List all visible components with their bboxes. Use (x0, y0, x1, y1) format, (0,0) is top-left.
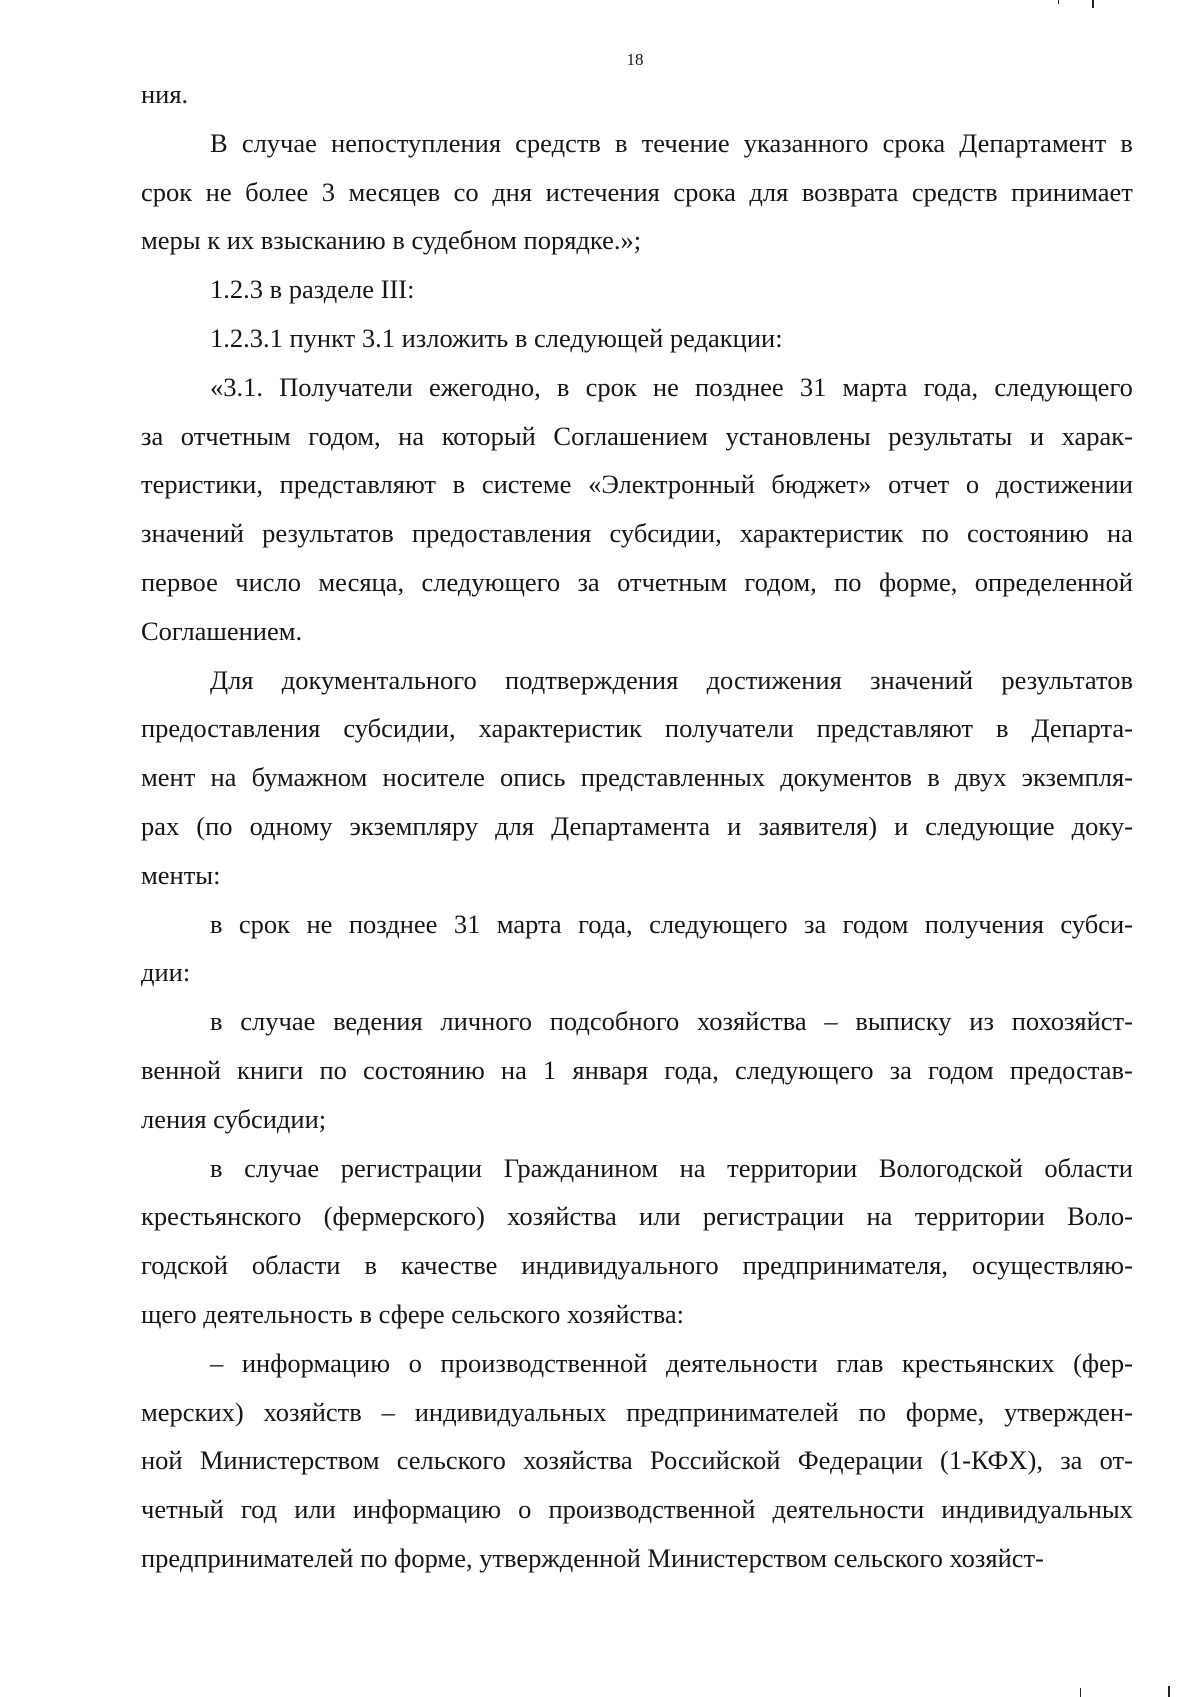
text-line (141, 656, 1133, 705)
word: регистрации (340, 1152, 483, 1183)
word: похозяйст- (1011, 1006, 1133, 1037)
word: доку- (1071, 810, 1133, 841)
word: на (679, 1152, 706, 1183)
text-line (141, 1192, 1133, 1241)
word: о (518, 1494, 532, 1525)
scan-edge-mark-top-right (1092, 0, 1094, 8)
word: результатов (1001, 664, 1133, 695)
word: венной (141, 1054, 221, 1085)
word: за (577, 566, 600, 597)
word: Соглашением (553, 420, 708, 451)
word: осуществляю- (971, 1250, 1133, 1281)
word: области (251, 1250, 341, 1281)
word: в (995, 713, 1009, 744)
word: из (969, 1006, 994, 1037)
word: не (652, 371, 679, 402)
word: установлены (725, 420, 871, 451)
word: подсобного (549, 1006, 680, 1037)
word: субсидии, (609, 518, 722, 549)
word: в (210, 1152, 223, 1183)
word: в (615, 127, 628, 158)
word: на (500, 1054, 527, 1085)
word: носителе (382, 762, 485, 793)
word: средств (911, 176, 998, 207)
word: года, (578, 908, 633, 939)
word: годом, (308, 420, 381, 451)
text-line (141, 1144, 1133, 1193)
word: «3.1. (210, 371, 263, 402)
word: годом, (744, 566, 817, 597)
word: год (240, 1494, 278, 1525)
word: харак- (1061, 420, 1133, 451)
text-line (141, 1485, 1133, 1534)
word: информацию (241, 1347, 391, 1378)
word: информацию (352, 1494, 502, 1525)
word: срок (141, 176, 193, 207)
paragraph (141, 656, 1133, 900)
text-line: 1.2.3 в разделе III: (210, 274, 415, 305)
paragraph (141, 997, 1133, 1143)
word: подтверждения (505, 664, 679, 695)
word: (по (196, 810, 233, 841)
document-body (141, 70, 1133, 1583)
word: 1 (543, 1054, 557, 1085)
word: Федерации (797, 1445, 923, 1476)
word: бумажном (251, 762, 368, 793)
word: предоставления (141, 713, 321, 744)
word: представляют (279, 469, 437, 500)
word: на (210, 762, 237, 793)
word: области (1044, 1152, 1133, 1183)
word: о (408, 1347, 422, 1378)
word: предпринимателя, (742, 1250, 948, 1281)
word: года, (664, 1054, 719, 1085)
word: в (927, 762, 940, 793)
word: результаты (888, 420, 1013, 451)
word: индивидуального (521, 1250, 719, 1281)
word: определенной (974, 566, 1133, 597)
word: заявителя) (758, 810, 878, 841)
word: первое (141, 566, 218, 597)
word: позднее (695, 371, 784, 402)
word: в (452, 469, 466, 500)
word: предостав- (1009, 1054, 1133, 1085)
word: более (245, 176, 309, 207)
word: получения (924, 908, 1044, 939)
word: (фер- (1073, 1347, 1133, 1378)
word: непоступления (331, 127, 502, 158)
word: производственной (440, 1347, 648, 1378)
word: документального (281, 664, 477, 695)
word: состоянию (363, 1054, 485, 1085)
word: Российской (649, 1445, 781, 1476)
paragraph (141, 314, 1133, 363)
word: производственной (548, 1494, 756, 1525)
word: в (1120, 127, 1133, 158)
word: глав (836, 1347, 884, 1378)
word: рах (141, 810, 180, 841)
word: года, (923, 371, 979, 402)
word: не (205, 176, 232, 207)
scan-edge-mark-bottom (1080, 1688, 1081, 1697)
word: месяца, (318, 566, 405, 597)
word: годом (928, 1054, 994, 1085)
word: личного (440, 1006, 533, 1037)
word: характеристик (739, 518, 904, 549)
text-line (141, 168, 1133, 217)
word: и (894, 810, 909, 841)
text-line (141, 1046, 1133, 1095)
word: Получатели (279, 371, 413, 402)
word: Департамент (959, 127, 1107, 158)
word: января (572, 1054, 649, 1085)
word: позднее (348, 908, 438, 939)
word: в (210, 908, 223, 939)
word: Гражданином (503, 1152, 658, 1183)
word: или (639, 1201, 681, 1232)
word: В (210, 127, 228, 158)
paragraph (141, 363, 1133, 656)
word: деятельности (772, 1494, 925, 1525)
word: представляют (816, 713, 973, 744)
word: 31 (453, 908, 481, 939)
text-line (141, 1388, 1133, 1437)
word: в (364, 1250, 377, 1281)
word: системе (481, 469, 572, 500)
word: Воло- (1067, 1201, 1133, 1232)
word: мент (141, 762, 196, 793)
text-line (141, 412, 1133, 461)
word: экземпляру (349, 810, 479, 841)
word: Департа- (1031, 713, 1133, 744)
word: хозяйства (697, 1006, 807, 1037)
text-line: менты: (141, 859, 221, 890)
word: (фермерского) (323, 1201, 485, 1232)
scan-edge-mark-bottom-right (1168, 1686, 1170, 1697)
word: предоставления (411, 518, 592, 549)
word: течение (641, 127, 730, 158)
text-line (141, 460, 1133, 509)
paragraph (141, 119, 1133, 265)
text-line (141, 900, 1133, 949)
word: годом (842, 908, 909, 939)
word: марта (842, 371, 908, 402)
word: о (965, 469, 980, 500)
text-line: щего деятельность в сфере сельского хозяйства: (141, 1298, 685, 1329)
word: следующие (925, 810, 1055, 841)
word: значений (141, 518, 244, 549)
page-number: 18 (626, 50, 644, 69)
word: случае (240, 1006, 316, 1037)
word: хозяйства (523, 1445, 633, 1476)
word: от- (1099, 1445, 1133, 1476)
word: для (749, 176, 789, 207)
word: срока (882, 127, 946, 158)
word: срока (673, 176, 736, 207)
word: индивидуальных (941, 1494, 1133, 1525)
word: утвержден- (1004, 1396, 1133, 1427)
word: за (889, 1054, 912, 1085)
word: за (1060, 1445, 1083, 1476)
word: хозяйства (507, 1201, 617, 1232)
text-line (141, 997, 1133, 1046)
text-line: ления субсидии; (141, 1103, 327, 1134)
word: опись (500, 762, 566, 793)
word: предпринимателей (626, 1396, 839, 1427)
text-line (141, 802, 1133, 851)
word: – (381, 1396, 395, 1427)
word: двух (954, 762, 1007, 793)
word: – (824, 1006, 838, 1037)
word: Департамента (551, 810, 711, 841)
word: марта (496, 908, 562, 939)
paragraph (141, 1144, 1133, 1339)
word: Вологодской (878, 1152, 1023, 1183)
word: результатов (262, 518, 394, 549)
word: указанного (743, 127, 869, 158)
word: отчетным (617, 566, 728, 597)
paragraph (141, 900, 1133, 998)
text-line (141, 1339, 1133, 1388)
word: ежегодно, (429, 371, 541, 402)
word: для (495, 810, 535, 841)
word: на (398, 420, 425, 451)
word: 3 (321, 176, 336, 207)
word: форме, (905, 1396, 985, 1427)
word: получатели (664, 713, 794, 744)
word: принимает (1011, 176, 1133, 207)
word: состоянию (967, 518, 1089, 549)
word: и (727, 810, 742, 841)
word: число (235, 566, 302, 597)
text-line: дии: (141, 957, 191, 988)
text-line: меры к их взысканию в судебном порядке.»; (141, 225, 642, 256)
word: Министерством (199, 1445, 380, 1476)
word: и (1029, 420, 1045, 451)
word: за (141, 420, 164, 451)
word: ной (141, 1445, 183, 1476)
word: субсидии, (343, 713, 456, 744)
word: экземпля- (1021, 762, 1133, 793)
word: «Электронный (588, 469, 755, 500)
word: теристики, (141, 469, 263, 500)
word: документов (780, 762, 913, 793)
word: Для (210, 664, 254, 695)
word: форме, (878, 566, 958, 597)
word: за (804, 908, 827, 939)
word: четный (141, 1494, 224, 1525)
word: срок (585, 371, 637, 402)
word: достижения (706, 664, 842, 695)
word: случае (241, 127, 317, 158)
word: территории (727, 1152, 858, 1183)
word: годской (141, 1250, 228, 1281)
word: крестьянского (141, 1201, 302, 1232)
text-line (141, 1241, 1133, 1290)
text-line (141, 509, 1133, 558)
word: со (453, 176, 479, 207)
word: месяцев (348, 176, 441, 207)
word: на (1106, 518, 1133, 549)
word: регистрации (702, 1201, 845, 1232)
word: (1-КФХ), (940, 1445, 1043, 1476)
word: дня (492, 176, 533, 207)
text-line (141, 753, 1133, 802)
word: мерских) (141, 1396, 244, 1427)
text-line: 1.2.3.1 пункт 3.1 изложить в следующей редакции: (210, 322, 783, 353)
word: индивидуальных (414, 1396, 607, 1427)
word: одному (249, 810, 333, 841)
scan-edge-mark-top (1058, 0, 1059, 4)
word: на (866, 1201, 893, 1232)
text-line (141, 558, 1133, 607)
text-line: Соглашением. (141, 615, 303, 646)
word: субси- (1060, 908, 1133, 939)
word: качестве (400, 1250, 498, 1281)
word: отчет (888, 469, 950, 500)
word: следующего (994, 371, 1133, 402)
word: отчетным (180, 420, 291, 451)
word: – (210, 1347, 224, 1378)
word: случае (244, 1152, 320, 1183)
word: по (921, 518, 949, 549)
word: средств (515, 127, 601, 158)
word: 31 (799, 371, 827, 402)
text-line (141, 363, 1133, 412)
word: истечения (545, 176, 660, 207)
word: по (319, 1054, 347, 1085)
word: крестьянских (902, 1347, 1055, 1378)
word: книги (237, 1054, 304, 1085)
word: по (858, 1396, 886, 1427)
word: в (210, 1006, 223, 1037)
word: хозяйств (263, 1396, 362, 1427)
word: следующего (734, 1054, 874, 1085)
text-line: ния. (141, 79, 189, 109)
paragraph (141, 265, 1133, 314)
word: следующего (649, 908, 788, 939)
text-line (141, 119, 1133, 168)
word: не (306, 908, 333, 939)
paragraph (141, 1339, 1133, 1583)
word: по (834, 566, 862, 597)
word: характеристик (478, 713, 642, 744)
text-line: предпринимателей по форме, утвержденной Министерством сельского хозяйст- (141, 1542, 1044, 1573)
word: сельского (396, 1445, 506, 1476)
word: территории (914, 1201, 1045, 1232)
word: значений (870, 664, 974, 695)
word: деятельности (666, 1347, 818, 1378)
word: возврата (801, 176, 899, 207)
word: следующего (421, 566, 561, 597)
word: достижении (995, 469, 1133, 500)
text-line (141, 704, 1133, 753)
word: бюджет» (771, 469, 872, 500)
word: в (556, 371, 570, 402)
paragraph (141, 70, 1133, 119)
word: выписку (855, 1006, 952, 1037)
word: или (294, 1494, 336, 1525)
word: который (441, 420, 536, 451)
word: ведения (333, 1006, 423, 1037)
word: срок (238, 908, 291, 939)
word: представленных (580, 762, 766, 793)
text-line (141, 1436, 1133, 1485)
